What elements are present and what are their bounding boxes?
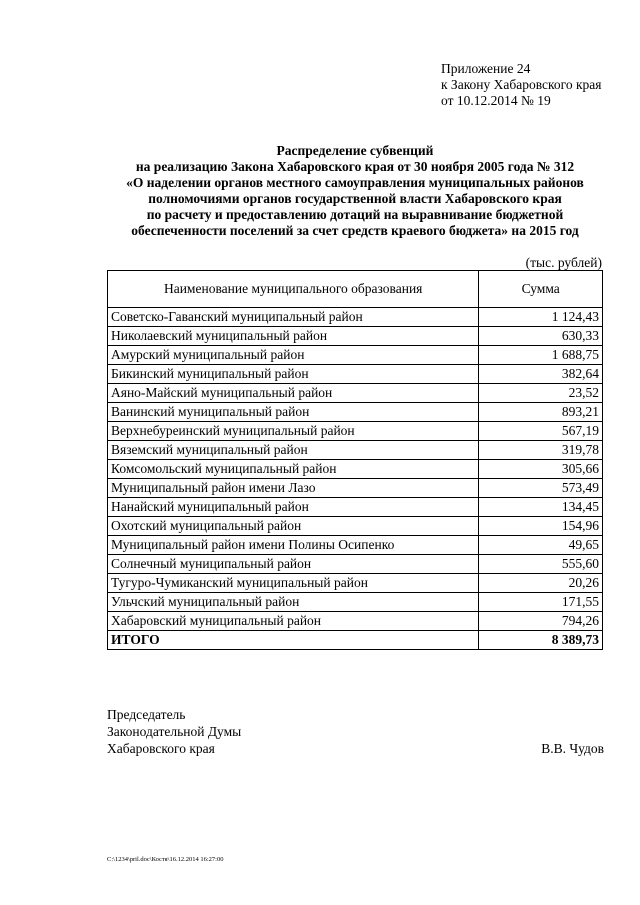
signature-region: Хабаровского края: [107, 741, 215, 756]
appendix-law: к Закону Хабаровского края: [441, 77, 602, 92]
title-line: на реализацию Закона Хабаровского края от 30 ноября 2005 года № 312: [135, 159, 575, 174]
district-name: Солнечный муниципальный район: [108, 555, 479, 574]
district-sum: 573,49: [479, 479, 603, 498]
district-name: Амурский муниципальный район: [108, 346, 479, 365]
table-row: [108, 612, 603, 631]
district-name: Ванинский муниципальный район: [108, 403, 479, 422]
signature-block: [107, 706, 241, 757]
district-sum: 1 688,75: [479, 346, 603, 365]
district-name: Хабаровский муниципальный район: [108, 612, 479, 631]
table-row: [108, 327, 603, 346]
table-row: [108, 555, 603, 574]
district-sum: 20,26: [479, 574, 603, 593]
district-sum: 555,60: [479, 555, 603, 574]
table-header-row: [108, 271, 603, 308]
total-label: ИТОГО: [108, 631, 479, 650]
header-name: Наименование муниципального образования: [108, 271, 479, 308]
district-name: Аяно-Майский муниципальный район: [108, 384, 479, 403]
district-sum: 794,26: [479, 612, 603, 631]
total-sum: 8 389,73: [479, 631, 603, 650]
district-name: Вяземский муниципальный район: [108, 441, 479, 460]
district-sum: 893,21: [479, 403, 603, 422]
title-line: обеспеченности поселений за счет средств краевого бюджета» на 2015 год: [131, 223, 579, 238]
table-row: [108, 517, 603, 536]
district-name: Муниципальный район имени Полины Осипенко: [108, 536, 479, 555]
document-title: [100, 143, 610, 239]
district-sum: 567,19: [479, 422, 603, 441]
table-row: [108, 574, 603, 593]
district-name: Комсомольский муниципальный район: [108, 460, 479, 479]
district-sum: 23,52: [479, 384, 603, 403]
district-sum: 630,33: [479, 327, 603, 346]
district-name: Верхнебуреинский муниципальный район: [108, 422, 479, 441]
title-line: по расчету и предоставлению дотаций на выравнивание бюджетной: [146, 207, 564, 222]
file-path-footer: C:\1234\pril.doc\Костя\16.12.2014 16:27:00: [107, 856, 224, 863]
title-line: Распределение субвенций: [276, 143, 434, 158]
district-sum: 1 124,43: [479, 308, 603, 327]
district-sum: 305,66: [479, 460, 603, 479]
appendix-number: Приложение 24: [441, 61, 531, 76]
table-row: [108, 479, 603, 498]
district-name: Ульчский муниципальный район: [108, 593, 479, 612]
appendix-reference: [441, 61, 602, 109]
table-row: [108, 422, 603, 441]
appendix-date: от 10.12.2014 № 19: [441, 93, 551, 108]
district-sum: 382,64: [479, 365, 603, 384]
title-line: полномочиями органов государственной власти Хабаровского края: [148, 191, 562, 206]
district-name: Бикинский муниципальный район: [108, 365, 479, 384]
district-sum: 171,55: [479, 593, 603, 612]
district-sum: 319,78: [479, 441, 603, 460]
table-row: [108, 308, 603, 327]
table-row: [108, 498, 603, 517]
header-sum: Сумма: [479, 271, 603, 308]
district-sum: 134,45: [479, 498, 603, 517]
title-line: «О наделении органов местного самоуправления муниципальных районов: [126, 175, 584, 190]
signature-body: Законодательной Думы: [107, 724, 242, 739]
district-name: Тугуро-Чумиканский муниципальный район: [108, 574, 479, 593]
district-name: Охотский муниципальный район: [108, 517, 479, 536]
subsidy-table: [107, 270, 603, 650]
total-row: [108, 631, 603, 650]
units-label: (тыс. рублей): [525, 255, 602, 270]
district-name: Муниципальный район имени Лазо: [108, 479, 479, 498]
district-name: Николаевский муниципальный район: [108, 327, 479, 346]
table-row: [108, 441, 603, 460]
district-name: Советско-Гаванский муниципальный район: [108, 308, 479, 327]
district-name: Нанайский муниципальный район: [108, 498, 479, 517]
signer-name: В.В. Чудов: [541, 741, 604, 756]
table-row: [108, 536, 603, 555]
table-row: [108, 365, 603, 384]
table-row: [108, 460, 603, 479]
table-row: [108, 346, 603, 365]
district-sum: 154,96: [479, 517, 603, 536]
signature-position: Председатель: [107, 707, 186, 722]
district-sum: 49,65: [479, 536, 603, 555]
table-row: [108, 593, 603, 612]
table-row: [108, 384, 603, 403]
table-row: [108, 403, 603, 422]
